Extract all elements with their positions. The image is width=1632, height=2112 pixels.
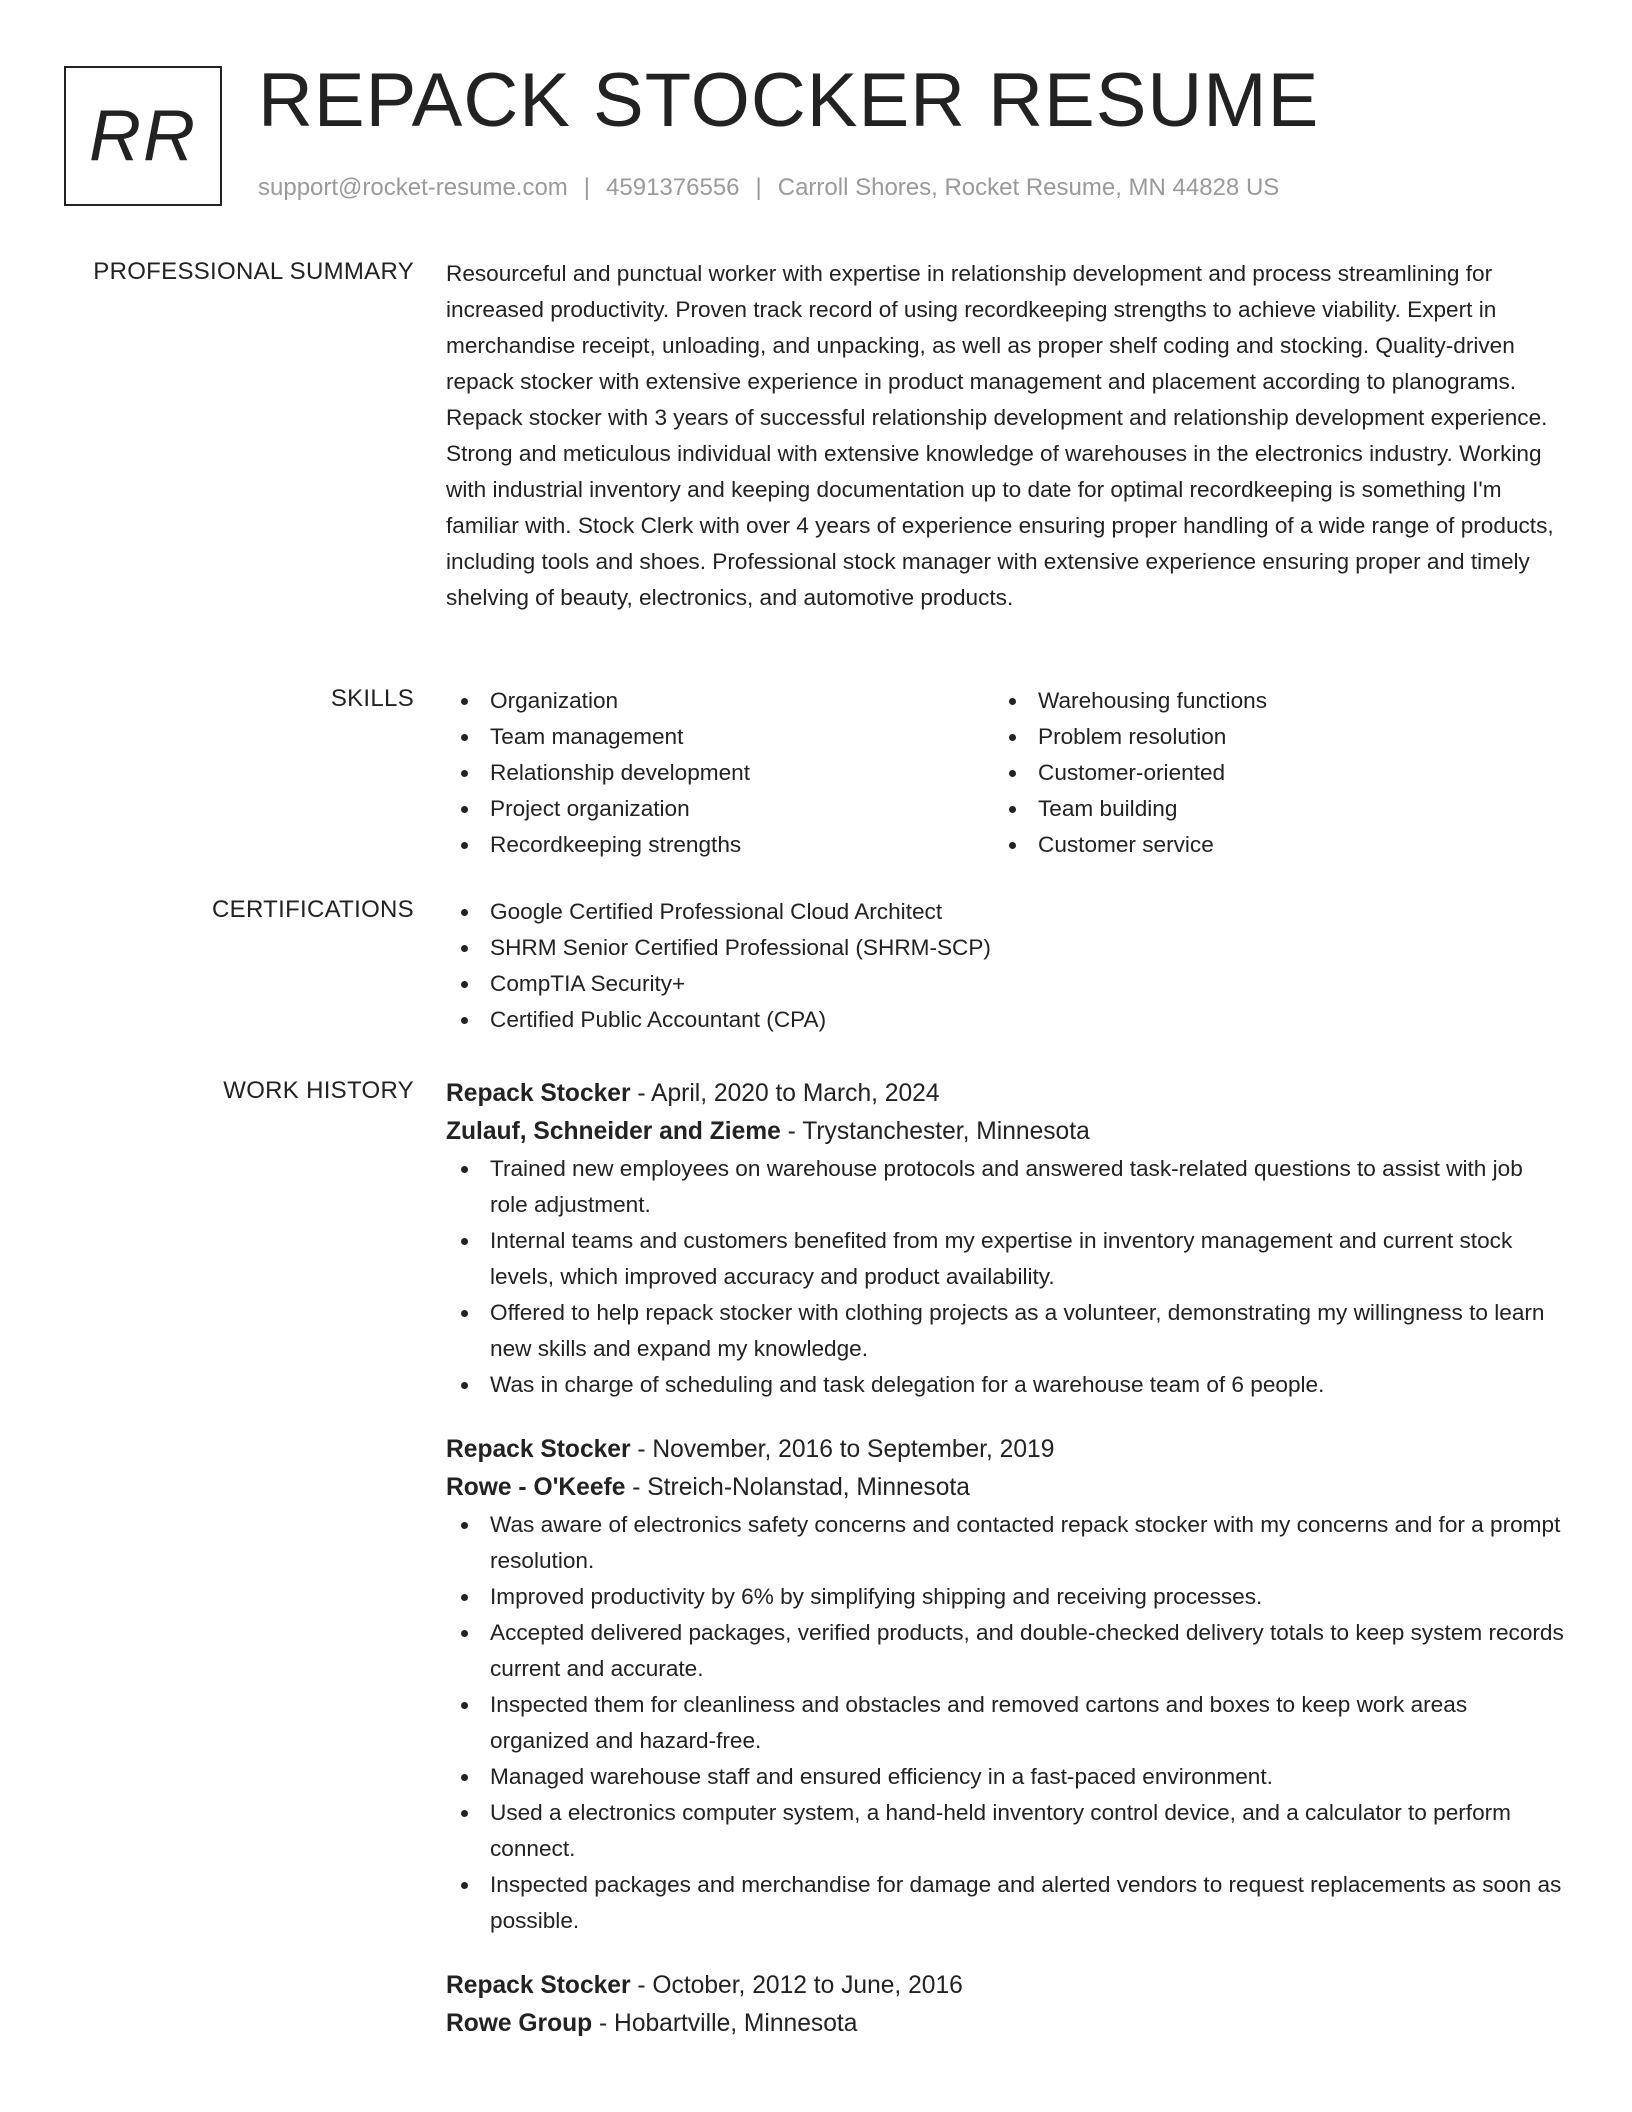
skill-item: Team building xyxy=(994,791,1542,827)
job-company: Rowe - O'Keefe xyxy=(446,1474,626,1501)
job-location: - Streich-Nolanstad, Minnesota xyxy=(625,1474,970,1501)
certification-item: CompTIA Security+ xyxy=(446,966,1566,1002)
job-title: Repack Stocker xyxy=(446,1972,631,1999)
skills-list-right xyxy=(994,683,1542,863)
job-dates: - November, 2016 to September, 2019 xyxy=(630,1436,1055,1463)
job-bullet: Used a electronics computer system, a hand-held inventory control device, and a calculator to perform connect. xyxy=(446,1795,1566,1867)
skills-list-left xyxy=(446,683,994,863)
job-company-line xyxy=(446,2005,1566,2043)
job-bullet: Accepted delivered packages, verified products, and double-checked delivery totals to keep system records current and accurate. xyxy=(446,1615,1566,1687)
contact-separator: | xyxy=(583,174,591,201)
certification-item: Google Certified Professional Cloud Architect xyxy=(446,894,1566,930)
job-company: Rowe Group xyxy=(446,2010,593,2037)
skill-item: Customer-oriented xyxy=(994,755,1542,791)
job-entry xyxy=(446,1431,1566,1939)
job-company: Zulauf, Schneider and Zieme xyxy=(446,1118,781,1145)
job-company-line xyxy=(446,1469,1566,1507)
job-bullet: Trained new employees on warehouse protocols and answered task-related questions to assist with job role adjustment. xyxy=(446,1151,1566,1223)
section-label-certifications: CERTIFICATIONS xyxy=(212,896,414,923)
job-title: Repack Stocker xyxy=(446,1080,631,1107)
certifications-list xyxy=(446,894,1566,1038)
job-title-line xyxy=(446,1967,1566,2005)
job-location: - Trystanchester, Minnesota xyxy=(780,1118,1090,1145)
job-bullet: Managed warehouse staff and ensured efficiency in a fast-paced environment. xyxy=(446,1759,1566,1795)
job-dates: - October, 2012 to June, 2016 xyxy=(630,1972,963,1999)
job-title-line xyxy=(446,1075,1566,1113)
job-location: - Hobartville, Minnesota xyxy=(592,2010,858,2037)
skills-body xyxy=(446,683,1566,863)
certification-item: SHRM Senior Certified Professional (SHRM-SCP) xyxy=(446,930,1566,966)
skill-item: Team management xyxy=(446,719,994,755)
work-history-body xyxy=(446,1075,1566,2071)
contact-email[interactable]: support@rocket-resume.com xyxy=(258,174,568,201)
skill-item: Project organization xyxy=(446,791,994,827)
section-label-summary: PROFESSIONAL SUMMARY xyxy=(93,258,414,285)
skill-item: Relationship development xyxy=(446,755,994,791)
contact-line xyxy=(258,174,1279,202)
summary-body xyxy=(446,256,1566,616)
skill-item: Problem resolution xyxy=(994,719,1542,755)
contact-address: Carroll Shores, Rocket Resume, MN 44828 US xyxy=(777,174,1280,201)
summary-text: Resourceful and punctual worker with expertise in relationship development and process streamlining for increased productivity. Proven track record of using recordkeeping strengths to achieve viability. Expert in merchandise receipt, unloading, and unpacking, as well as proper shelf coding and stocking. Quality-driven repack stocker with extensive experience in product management and placement according to planograms. Repack stocker with 3 years of successful relationship development and relationship development experience. Strong and meticulous individual with extensive knowledge of warehouses in the electronics industry. Working with industrial inventory and keeping documentation up to date for optimal recordkeeping is something I'm familiar with. Stock Clerk with over 4 years of experience ensuring proper handling of a wide range of products, including tools and shoes. Professional stock manager with extensive experience ensuring proper and timely shelving of beauty, electronics, and automotive products. xyxy=(446,261,1554,610)
job-bullet: Offered to help repack stocker with clothing projects as a volunteer, demonstrating my willingness to learn new skills and expand my knowledge. xyxy=(446,1295,1566,1367)
job-entry xyxy=(446,1075,1566,1403)
job-dates: - April, 2020 to March, 2024 xyxy=(630,1080,940,1107)
job-entry xyxy=(446,1967,1566,2043)
job-bullet-list xyxy=(446,1507,1566,1939)
job-bullet: Was in charge of scheduling and task delegation for a warehouse team of 6 people. xyxy=(446,1367,1566,1403)
skill-item: Warehousing functions xyxy=(994,683,1542,719)
section-label-work-history: WORK HISTORY xyxy=(223,1077,414,1104)
job-bullet: Was aware of electronics safety concerns and contacted repack stocker with my concerns and for a prompt resolution. xyxy=(446,1507,1566,1579)
certification-item: Certified Public Accountant (CPA) xyxy=(446,1002,1566,1038)
job-title: Repack Stocker xyxy=(446,1436,631,1463)
contact-separator: | xyxy=(755,174,762,201)
job-bullet: Improved productivity by 6% by simplifying shipping and receiving processes. xyxy=(446,1579,1566,1615)
job-bullet: Internal teams and customers benefited from my expertise in inventory management and current stock levels, which improved accuracy and product availability. xyxy=(446,1223,1566,1295)
job-bullet-list xyxy=(446,1151,1566,1403)
skill-item: Organization xyxy=(446,683,994,719)
contact-phone[interactable]: 4591376556 xyxy=(606,174,740,201)
certifications-body xyxy=(446,894,1566,1038)
skill-item: Recordkeeping strengths xyxy=(446,827,994,863)
skill-item: Customer service xyxy=(994,827,1542,863)
job-title-line xyxy=(446,1431,1566,1469)
monogram-logo: RR xyxy=(64,66,222,206)
job-bullet: Inspected packages and merchandise for damage and alerted vendors to request replacements as soon as possible. xyxy=(446,1867,1566,1939)
job-company-line xyxy=(446,1113,1566,1151)
resume-title: REPACK STOCKER RESUME xyxy=(258,58,1320,143)
job-bullet: Inspected them for cleanliness and obstacles and removed cartons and boxes to keep work areas organized and hazard-free. xyxy=(446,1687,1566,1759)
section-label-skills: SKILLS xyxy=(330,685,414,712)
